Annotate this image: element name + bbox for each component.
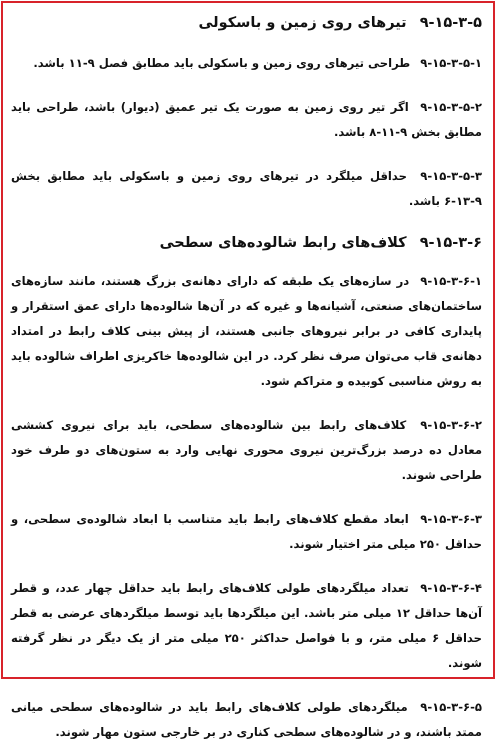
clause-number: ۹-۱۵-۳-۶-۴ [420, 581, 482, 595]
clause-number: ۹-۱۵-۳-۶-۲ [420, 418, 482, 432]
clause-text: اگر تیر روی زمین به صورت یک تیر عمیق (دیوار) باشد، طراحی باید مطابق بخش ۹-۱۱-۸ باشد. [11, 100, 482, 139]
clause-5-2 [11, 95, 482, 145]
document-page [1, 1, 495, 739]
clause-number: ۹-۱۵-۳-۶-۵ [420, 700, 482, 714]
clause-text: طراحی تیرهای روی زمین و باسکولی باید مطابق فصل ۹-۱۱ باشد. [33, 56, 411, 70]
clause-text: حداقل میلگرد در تیرهای روی زمین و باسکولی باید مطابق بخش ۹-۱۳-۶ باشد. [11, 169, 482, 208]
clause-number: ۹-۱۵-۳-۵-۳ [420, 169, 482, 183]
section-number: ۹-۱۵-۳-۶ [419, 235, 482, 251]
clause-6-5 [11, 695, 482, 745]
section-title: کلاف‌های رابط شالوده‌های سطحی [159, 235, 407, 251]
clause-6-4 [11, 576, 482, 676]
clause-text: در سازه‌های یک طبقه که دارای دهانه‌ی بزرگ هستند، مانند سازه‌های ساختمان‌های صنعتی، آشیانه‌ها و غیره که در آن‌ها شالوده‌ها دارای عمق استقرار و پایداری کافی در برابر نیروهای جانبی هستند، از پیش بینی کلاف رابط در امتداد دهانه‌ی قاب می‌توان صرف نظر کرد. در این شالوده‌ها خاکریزی اطراف شالوده باید به روش مناسبی کوبیده و متراکم شود. [11, 274, 482, 388]
clause-number: ۹-۱۵-۳-۶-۳ [420, 512, 482, 526]
clause-5-1 [11, 51, 482, 76]
clause-5-3 [11, 164, 482, 214]
section-heading-5 [11, 13, 482, 33]
clause-number: ۹-۱۵-۳-۵-۲ [420, 100, 482, 114]
clause-text: کلاف‌های رابط بین شالوده‌های سطحی، باید برای نیروی کششی معادل ده درصد بزرگ‌ترین نیروی محوری نهایی وارد به ستون‌های دو طرف خود طراحی شوند. [11, 418, 482, 482]
clause-text: ابعاد مقطع کلاف‌های رابط باید متناسب با ابعاد شالوده‌ی سطحی، و حداقل ۲۵۰ میلی متر اختیار شوند. [11, 512, 482, 551]
clause-6-2 [11, 413, 482, 488]
clause-text: تعداد میلگردهای طولی کلاف‌های رابط باید حداقل چهار عدد، و قطر آن‌ها حداقل ۱۲ میلی متر باشد. این میلگردها باید توسط میلگردهای عرضی به قطر حداقل ۶ میلی متر، و با فواصل حداکثر ۲۵۰ میلی متر از یک دیگر در نظر گرفته شوند. [11, 581, 482, 670]
section-heading-6 [11, 233, 482, 253]
clause-number: ۹-۱۵-۳-۵-۱ [420, 56, 482, 70]
clause-text: میلگردهای طولی کلاف‌های رابط باید در شالوده‌های سطحی میانی ممتد باشند، و در شالوده‌های سطحی کناری در بر خارجی ستون مهار شوند. [11, 700, 482, 739]
section-number: ۹-۱۵-۳-۵ [419, 15, 482, 31]
section-title: تیرهای روی زمین و باسکولی [198, 15, 407, 31]
clause-6-1 [11, 269, 482, 394]
clause-6-3 [11, 507, 482, 557]
clause-number: ۹-۱۵-۳-۶-۱ [420, 274, 482, 288]
